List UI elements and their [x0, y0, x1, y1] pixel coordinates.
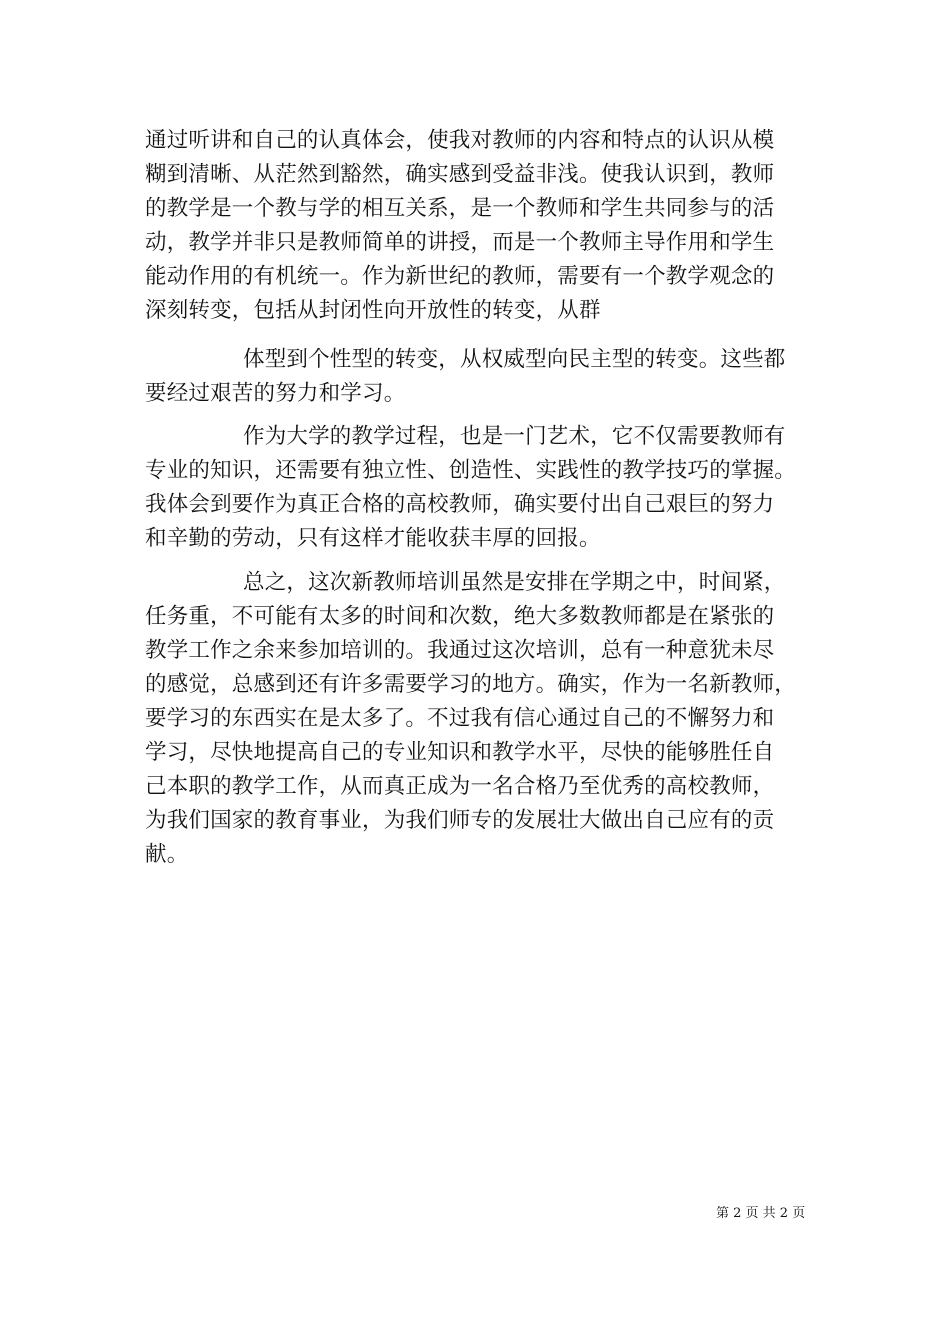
text-line: 要经过艰苦的努力和学习。	[145, 381, 406, 406]
text-line: 要学习的东西实在是太多了。不过我有信心通过自己的不懈努力和	[145, 706, 775, 731]
text-line: 作为大学的教学过程，也是一门艺术，它不仅需要教师有	[243, 424, 786, 449]
text-line: 献。	[145, 842, 189, 867]
text-line: 动，教学并非只是教师简单的讲授，而是一个教师主导作用和学生	[145, 230, 775, 255]
text-line: 我体会到要作为真正合格的高校教师，确实要付出自己艰巨的努力	[145, 492, 775, 517]
text-line: 通过听讲和自己的认真体会，使我对教师的内容和特点的认识从模	[145, 128, 775, 153]
text-line: 总之，这次新教师培训虽然是安排在学期之中，时间紧，	[243, 570, 786, 595]
text-line: 体型到个性型的转变，从权威型向民主型的转变。这些都	[243, 347, 786, 372]
page-number-footer: 第 2 页 共 2 页	[716, 1206, 806, 1221]
text-line: 的教学是一个教与学的相互关系，是一个教师和学生共同参与的活	[145, 196, 775, 221]
text-line: 学习，尽快地提高自己的专业知识和教学水平，尽快的能够胜任自	[145, 740, 775, 765]
text-line: 糊到清晰、从茫然到豁然，确实感到受益非浅。使我认识到，教师	[145, 162, 775, 187]
text-line: 和辛勤的劳动，只有这样才能收获丰厚的回报。	[145, 526, 601, 551]
text-line: 为我们国家的教育事业，为我们师专的发展壮大做出自己应有的贡	[145, 808, 775, 833]
text-line: 教学工作之余来参加培训的。我通过这次培训，总有一种意犹未尽	[145, 638, 775, 663]
text-line: 深刻转变，包括从封闭性向开放性的转变，从群	[145, 298, 601, 323]
text-line: 专业的知识，还需要有独立性、创造性、实践性的教学技巧的掌握。	[145, 458, 797, 483]
text-line: 己本职的教学工作，从而真正成为一名合格乃至优秀的高校教师，	[145, 774, 775, 799]
text-line: 能动作用的有机统一。作为新世纪的教师，需要有一个教学观念的	[145, 264, 775, 289]
text-line: 的感觉，总感到还有许多需要学习的地方。确实，作为一名新教师，	[145, 672, 797, 697]
text-line: 任务重，不可能有太多的时间和次数，绝大多数教师都是在紧张的	[145, 604, 775, 629]
